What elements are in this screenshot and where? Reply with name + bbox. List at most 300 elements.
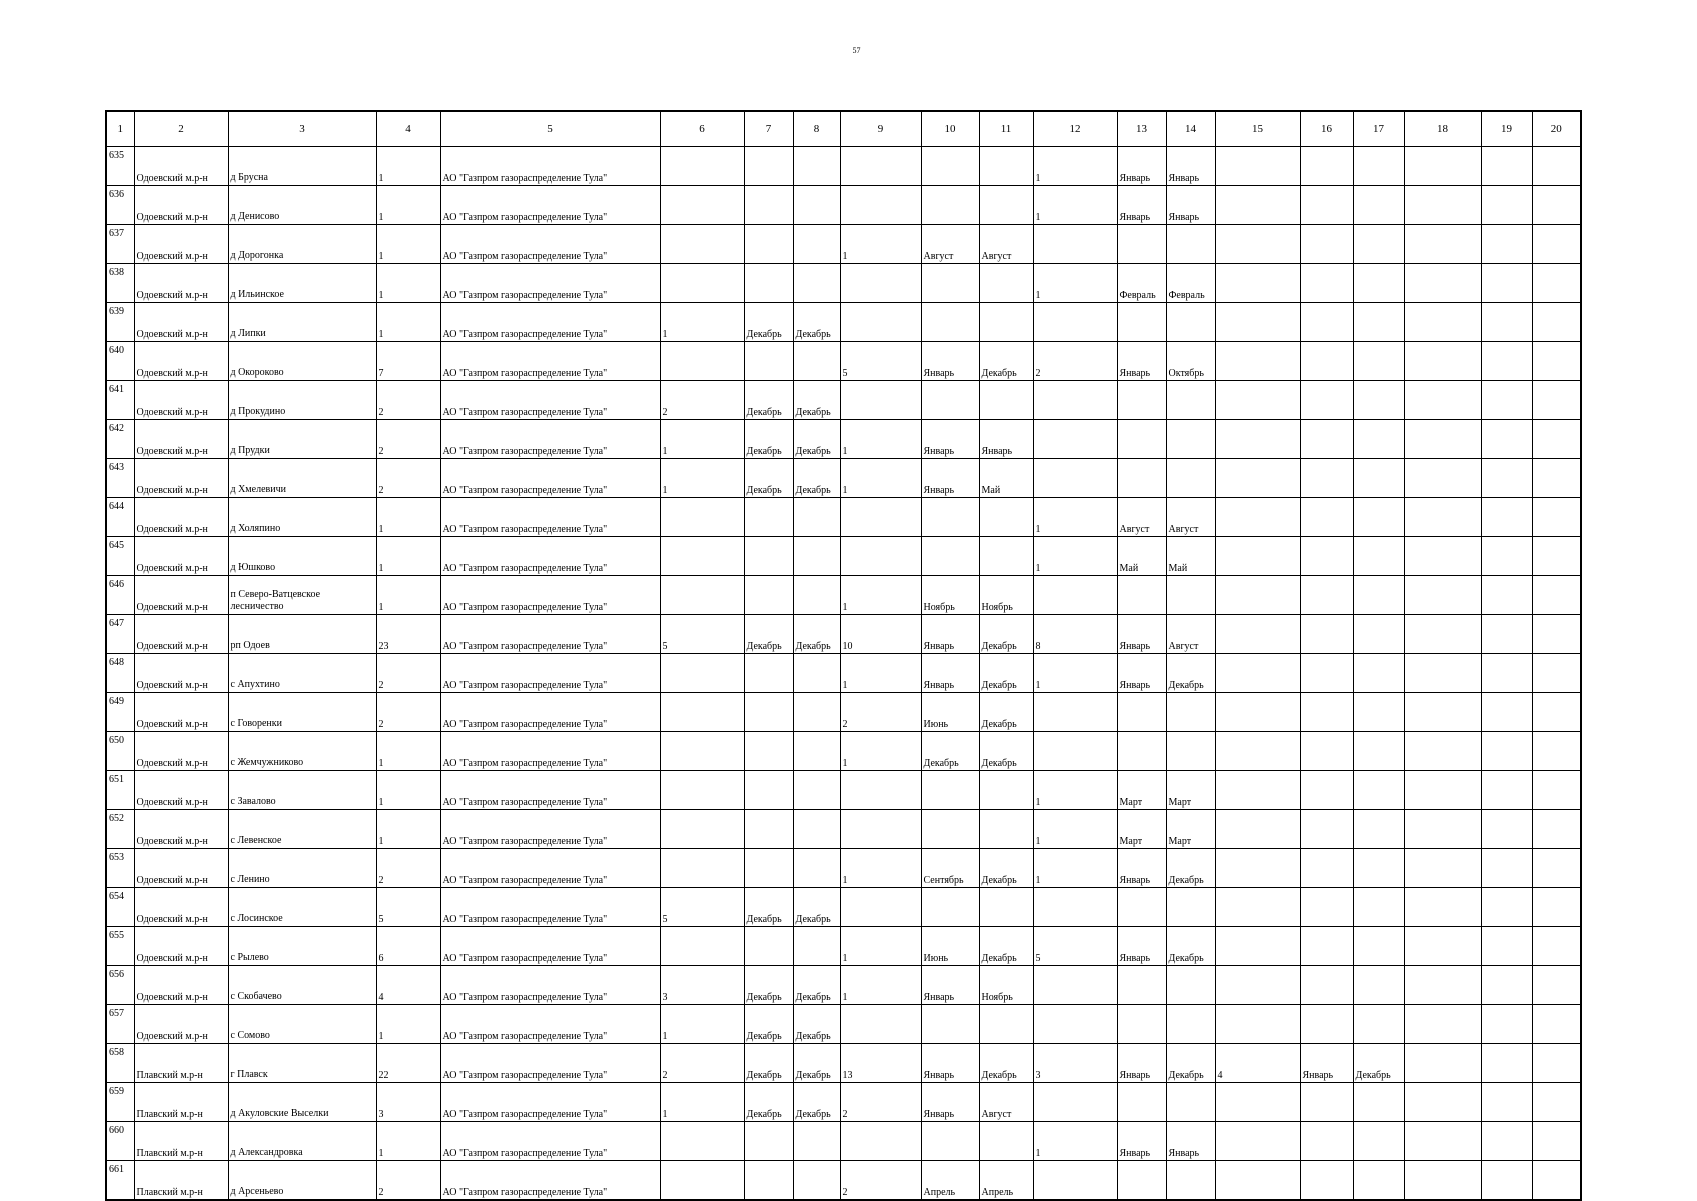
table-cell: Декабрь <box>1166 849 1215 888</box>
table-cell <box>1353 264 1404 303</box>
table-cell <box>744 537 793 576</box>
table-cell <box>1532 1005 1581 1044</box>
table-row <box>106 849 1581 888</box>
table-cell <box>660 771 744 810</box>
table-cell: Декабрь <box>744 888 793 927</box>
table-cell: Одоевский м.р-н <box>134 771 228 810</box>
table-cell: Январь <box>1117 927 1166 966</box>
table-cell: 5 <box>1033 927 1117 966</box>
table-cell <box>793 927 840 966</box>
table-cell <box>1300 537 1353 576</box>
table-cell: Декабрь <box>744 459 793 498</box>
column-header-2: 2 <box>134 111 228 147</box>
table-cell <box>660 1161 744 1201</box>
table-cell <box>1166 420 1215 459</box>
table-cell: Август <box>1166 498 1215 537</box>
data-table <box>105 110 1582 1201</box>
column-header-3: 3 <box>228 111 376 147</box>
table-cell <box>1481 810 1532 849</box>
table-cell <box>1300 1161 1353 1201</box>
table-cell: 7 <box>376 342 440 381</box>
table-cell <box>1117 693 1166 732</box>
table-cell <box>1166 225 1215 264</box>
table-cell: Плавский м.р-н <box>134 1161 228 1201</box>
table-cell: Одоевский м.р-н <box>134 420 228 459</box>
table-cell: Декабрь <box>793 615 840 654</box>
table-cell: АО "Газпром газораспределение Тула" <box>440 342 660 381</box>
table-cell <box>979 381 1033 420</box>
table-cell: АО "Газпром газораспределение Тула" <box>440 225 660 264</box>
table-cell <box>1353 459 1404 498</box>
table-cell: д Прокудино <box>228 381 376 420</box>
table-cell: АО "Газпром газораспределение Тула" <box>440 459 660 498</box>
table-cell: 2 <box>840 1161 921 1201</box>
table-cell <box>1353 342 1404 381</box>
table-cell <box>1117 966 1166 1005</box>
table-cell <box>744 732 793 771</box>
table-cell: 1 <box>660 459 744 498</box>
table-cell <box>1404 1122 1481 1161</box>
table-cell: Апрель <box>921 1161 979 1201</box>
table-cell <box>1532 459 1581 498</box>
table-cell <box>1404 1044 1481 1083</box>
table-row <box>106 303 1581 342</box>
table-cell <box>1215 810 1300 849</box>
table-cell <box>1481 1161 1532 1201</box>
table-cell <box>921 771 979 810</box>
table-cell <box>1215 1005 1300 1044</box>
table-cell: АО "Газпром газораспределение Тула" <box>440 264 660 303</box>
table-cell <box>1404 927 1481 966</box>
table-cell: Ноябрь <box>979 576 1033 615</box>
table-cell <box>1300 888 1353 927</box>
table-cell: 2 <box>660 1044 744 1083</box>
table-row <box>106 615 1581 654</box>
table-cell <box>1166 303 1215 342</box>
table-cell <box>979 537 1033 576</box>
table-cell: Одоевский м.р-н <box>134 537 228 576</box>
table-cell <box>1300 810 1353 849</box>
table-cell <box>1404 810 1481 849</box>
table-cell: 2 <box>376 693 440 732</box>
column-header-16: 16 <box>1300 111 1353 147</box>
table-cell <box>1117 732 1166 771</box>
table-cell: 1 <box>1033 498 1117 537</box>
table-cell: Одоевский м.р-н <box>134 888 228 927</box>
table-cell <box>793 771 840 810</box>
table-cell <box>1117 303 1166 342</box>
table-cell <box>1353 888 1404 927</box>
table-cell <box>1033 966 1117 1005</box>
table-cell <box>1215 693 1300 732</box>
table-cell <box>1481 303 1532 342</box>
table-row <box>106 771 1581 810</box>
table-cell: с Апухтино <box>228 654 376 693</box>
table-cell <box>1353 186 1404 225</box>
table-cell <box>744 849 793 888</box>
table-cell: АО "Газпром газораспределение Тула" <box>440 810 660 849</box>
table-cell: АО "Газпром газораспределение Тула" <box>440 1122 660 1161</box>
table-cell <box>793 810 840 849</box>
table-cell <box>979 264 1033 303</box>
table-cell: Декабрь <box>979 732 1033 771</box>
table-cell: д Денисово <box>228 186 376 225</box>
table-cell <box>1404 732 1481 771</box>
table-cell <box>1166 1083 1215 1122</box>
table-cell <box>921 498 979 537</box>
table-cell <box>1353 1161 1404 1201</box>
table-cell <box>921 147 979 186</box>
table-cell: 1 <box>376 1122 440 1161</box>
row-number-cell: 659 <box>106 1083 134 1122</box>
table-cell: 2 <box>376 420 440 459</box>
table-cell <box>1166 1161 1215 1201</box>
table-cell: с Рылево <box>228 927 376 966</box>
table-cell <box>1481 1005 1532 1044</box>
table-cell: 1 <box>840 966 921 1005</box>
table-cell <box>979 888 1033 927</box>
table-cell: д Ильинское <box>228 264 376 303</box>
table-cell: 5 <box>660 615 744 654</box>
table-cell <box>793 498 840 537</box>
table-cell: д Хмелевичи <box>228 459 376 498</box>
table-cell <box>1404 186 1481 225</box>
table-cell <box>1300 576 1353 615</box>
table-cell: 3 <box>1033 1044 1117 1083</box>
row-number-cell: 639 <box>106 303 134 342</box>
table-cell <box>979 1005 1033 1044</box>
table-cell <box>1215 420 1300 459</box>
table-cell: 1 <box>376 264 440 303</box>
table-row <box>106 927 1581 966</box>
table-cell: Одоевский м.р-н <box>134 498 228 537</box>
table-cell <box>921 381 979 420</box>
table-cell <box>1404 342 1481 381</box>
table-cell <box>1532 810 1581 849</box>
table-cell: Январь <box>921 342 979 381</box>
table-cell: 1 <box>660 1083 744 1122</box>
table-cell: 1 <box>840 927 921 966</box>
table-cell <box>1117 381 1166 420</box>
table-cell <box>1215 342 1300 381</box>
table-cell: Одоевский м.р-н <box>134 1005 228 1044</box>
table-cell: 4 <box>1215 1044 1300 1083</box>
table-cell: Январь <box>921 615 979 654</box>
table-cell <box>1404 615 1481 654</box>
table-cell: Декабрь <box>979 615 1033 654</box>
table-cell <box>1532 303 1581 342</box>
table-cell <box>793 1161 840 1201</box>
table-cell: Декабрь <box>744 420 793 459</box>
table-cell: 2 <box>1033 342 1117 381</box>
table-row <box>106 732 1581 771</box>
table-cell <box>744 927 793 966</box>
table-cell <box>660 732 744 771</box>
table-cell: Январь <box>921 1083 979 1122</box>
table-cell: 1 <box>376 771 440 810</box>
table-cell <box>1300 186 1353 225</box>
table-cell: Декабрь <box>793 1083 840 1122</box>
table-cell: 1 <box>1033 537 1117 576</box>
table-cell: Январь <box>1117 849 1166 888</box>
table-cell <box>660 537 744 576</box>
table-cell: Январь <box>1166 186 1215 225</box>
row-number-cell: 653 <box>106 849 134 888</box>
table-cell: Октябрь <box>1166 342 1215 381</box>
table-cell: д Прудки <box>228 420 376 459</box>
table-cell <box>1353 1083 1404 1122</box>
table-cell: 1 <box>1033 771 1117 810</box>
table-cell: АО "Газпром газораспределение Тула" <box>440 732 660 771</box>
table-cell <box>1532 615 1581 654</box>
table-cell: 1 <box>840 576 921 615</box>
table-cell: АО "Газпром газораспределение Тула" <box>440 147 660 186</box>
table-cell <box>1300 927 1353 966</box>
column-header-10: 10 <box>921 111 979 147</box>
table-cell: Декабрь <box>793 381 840 420</box>
table-cell: 1 <box>376 186 440 225</box>
table-cell <box>1404 1005 1481 1044</box>
table-cell <box>1300 147 1353 186</box>
table-cell: АО "Газпром газораспределение Тула" <box>440 576 660 615</box>
table-cell: АО "Газпром газораспределение Тула" <box>440 186 660 225</box>
table-cell <box>1033 888 1117 927</box>
table-row <box>106 1044 1581 1083</box>
table-cell <box>793 225 840 264</box>
table-cell <box>1300 225 1353 264</box>
table-cell: 1 <box>1033 1122 1117 1161</box>
table-cell: Одоевский м.р-н <box>134 459 228 498</box>
row-number-cell: 651 <box>106 771 134 810</box>
column-header-9: 9 <box>840 111 921 147</box>
table-cell <box>1481 732 1532 771</box>
table-cell <box>744 498 793 537</box>
table-cell: Одоевский м.р-н <box>134 264 228 303</box>
table-cell <box>1033 732 1117 771</box>
table-cell <box>1481 498 1532 537</box>
row-number-cell: 647 <box>106 615 134 654</box>
table-cell: Январь <box>1117 186 1166 225</box>
table-cell: Июнь <box>921 693 979 732</box>
table-cell <box>1404 225 1481 264</box>
table-cell <box>1300 771 1353 810</box>
table-row <box>106 693 1581 732</box>
table-cell <box>840 186 921 225</box>
table-cell: с Сомово <box>228 1005 376 1044</box>
table-cell: Май <box>1117 537 1166 576</box>
table-row <box>106 888 1581 927</box>
table-cell <box>1215 732 1300 771</box>
table-cell <box>840 381 921 420</box>
table-cell: Одоевский м.р-н <box>134 615 228 654</box>
table-cell <box>793 654 840 693</box>
table-cell: АО "Газпром газораспределение Тула" <box>440 654 660 693</box>
table-cell: Декабрь <box>793 303 840 342</box>
table-cell <box>1404 888 1481 927</box>
table-cell <box>1033 420 1117 459</box>
table-cell: Декабрь <box>744 1044 793 1083</box>
table-cell <box>1300 381 1353 420</box>
table-cell: 2 <box>376 849 440 888</box>
table-cell <box>1532 342 1581 381</box>
table-cell <box>1215 1083 1300 1122</box>
table-cell <box>1532 1044 1581 1083</box>
column-header-1: 1 <box>106 111 134 147</box>
table-cell: Декабрь <box>793 459 840 498</box>
table-cell: 1 <box>840 420 921 459</box>
table-cell: с Левенское <box>228 810 376 849</box>
table-row <box>106 186 1581 225</box>
table-cell: 1 <box>840 225 921 264</box>
table-cell: 4 <box>376 966 440 1005</box>
table-cell: Январь <box>921 654 979 693</box>
table-cell <box>1215 576 1300 615</box>
table-cell <box>660 342 744 381</box>
table-cell: 2 <box>376 654 440 693</box>
table-row <box>106 966 1581 1005</box>
column-header-14: 14 <box>1166 111 1215 147</box>
table-cell: АО "Газпром газораспределение Тула" <box>440 849 660 888</box>
table-cell <box>840 810 921 849</box>
table-cell: Одоевский м.р-н <box>134 186 228 225</box>
table-cell: д Дорогонка <box>228 225 376 264</box>
table-cell <box>1215 966 1300 1005</box>
row-number-cell: 646 <box>106 576 134 615</box>
table-cell: Плавский м.р-н <box>134 1122 228 1161</box>
table-cell <box>1033 225 1117 264</box>
table-cell: 1 <box>376 576 440 615</box>
table-cell <box>744 1161 793 1201</box>
table-cell: Май <box>979 459 1033 498</box>
table-cell <box>1166 732 1215 771</box>
table-cell <box>660 654 744 693</box>
table-row <box>106 147 1581 186</box>
row-number-cell: 643 <box>106 459 134 498</box>
table-cell <box>979 771 1033 810</box>
table-cell: Январь <box>1117 654 1166 693</box>
table-cell <box>744 225 793 264</box>
table-cell: Декабрь <box>979 927 1033 966</box>
table-cell <box>1117 1083 1166 1122</box>
table-row <box>106 381 1581 420</box>
row-number-cell: 640 <box>106 342 134 381</box>
table-cell <box>1404 1161 1481 1201</box>
table-cell: 2 <box>840 693 921 732</box>
table-cell: Март <box>1166 810 1215 849</box>
table-cell: АО "Газпром газораспределение Тула" <box>440 1005 660 1044</box>
table-cell <box>1481 147 1532 186</box>
table-cell <box>1481 342 1532 381</box>
table-cell <box>1532 498 1581 537</box>
table-cell: 1 <box>1033 147 1117 186</box>
table-cell <box>793 732 840 771</box>
table-cell <box>840 303 921 342</box>
table-cell <box>793 693 840 732</box>
table-cell <box>1353 498 1404 537</box>
table-cell <box>1532 1161 1581 1201</box>
table-cell <box>840 771 921 810</box>
table-cell <box>840 498 921 537</box>
column-header-6: 6 <box>660 111 744 147</box>
table-cell: Одоевский м.р-н <box>134 693 228 732</box>
table-cell: Декабрь <box>979 849 1033 888</box>
table-cell: Январь <box>1117 615 1166 654</box>
table-cell <box>1532 732 1581 771</box>
table-cell: с Ленино <box>228 849 376 888</box>
table-cell <box>793 537 840 576</box>
table-cell: 1 <box>840 654 921 693</box>
table-cell: Август <box>1117 498 1166 537</box>
table-cell <box>840 537 921 576</box>
table-cell: Плавский м.р-н <box>134 1083 228 1122</box>
table-cell <box>1353 966 1404 1005</box>
table-cell: д Окороково <box>228 342 376 381</box>
table-cell: Декабрь <box>793 888 840 927</box>
table-cell: Декабрь <box>744 1005 793 1044</box>
table-cell <box>1404 381 1481 420</box>
table-cell: Декабрь <box>1353 1044 1404 1083</box>
table-cell <box>744 147 793 186</box>
table-cell <box>660 147 744 186</box>
row-number-cell: 636 <box>106 186 134 225</box>
table-cell: 1 <box>1033 849 1117 888</box>
table-cell <box>1532 537 1581 576</box>
table-cell <box>793 576 840 615</box>
table-cell: 1 <box>1033 186 1117 225</box>
table-cell: Май <box>1166 537 1215 576</box>
table-cell <box>660 264 744 303</box>
table-cell: Одоевский м.р-н <box>134 342 228 381</box>
row-number-cell: 650 <box>106 732 134 771</box>
table-cell: д Юшково <box>228 537 376 576</box>
table-cell <box>1300 303 1353 342</box>
table-cell <box>1166 693 1215 732</box>
table-cell <box>1300 264 1353 303</box>
table-cell <box>1404 303 1481 342</box>
table-cell: Одоевский м.р-н <box>134 303 228 342</box>
table-cell: 6 <box>376 927 440 966</box>
table-cell <box>921 1122 979 1161</box>
row-number-cell: 655 <box>106 927 134 966</box>
table-cell: Декабрь <box>744 966 793 1005</box>
table-cell <box>1353 303 1404 342</box>
table-cell: Январь <box>921 966 979 1005</box>
table-cell <box>1353 849 1404 888</box>
table-cell <box>1532 264 1581 303</box>
table-cell <box>1404 693 1481 732</box>
table-cell: Март <box>1117 810 1166 849</box>
table-cell <box>1166 576 1215 615</box>
table-cell: с Говоренки <box>228 693 376 732</box>
table-cell <box>1117 1005 1166 1044</box>
table-row <box>106 420 1581 459</box>
table-cell: Декабрь <box>744 1083 793 1122</box>
row-number-cell: 642 <box>106 420 134 459</box>
row-number-cell: 649 <box>106 693 134 732</box>
table-cell <box>840 1005 921 1044</box>
table-cell: г Плавск <box>228 1044 376 1083</box>
table-cell <box>1353 810 1404 849</box>
table-cell: Декабрь <box>744 615 793 654</box>
table-cell <box>1532 186 1581 225</box>
table-cell: 1 <box>376 147 440 186</box>
table-cell <box>1117 888 1166 927</box>
table-cell <box>979 810 1033 849</box>
table-cell <box>921 810 979 849</box>
table-cell: Февраль <box>1166 264 1215 303</box>
table-cell: 1 <box>1033 264 1117 303</box>
table-cell <box>1532 927 1581 966</box>
